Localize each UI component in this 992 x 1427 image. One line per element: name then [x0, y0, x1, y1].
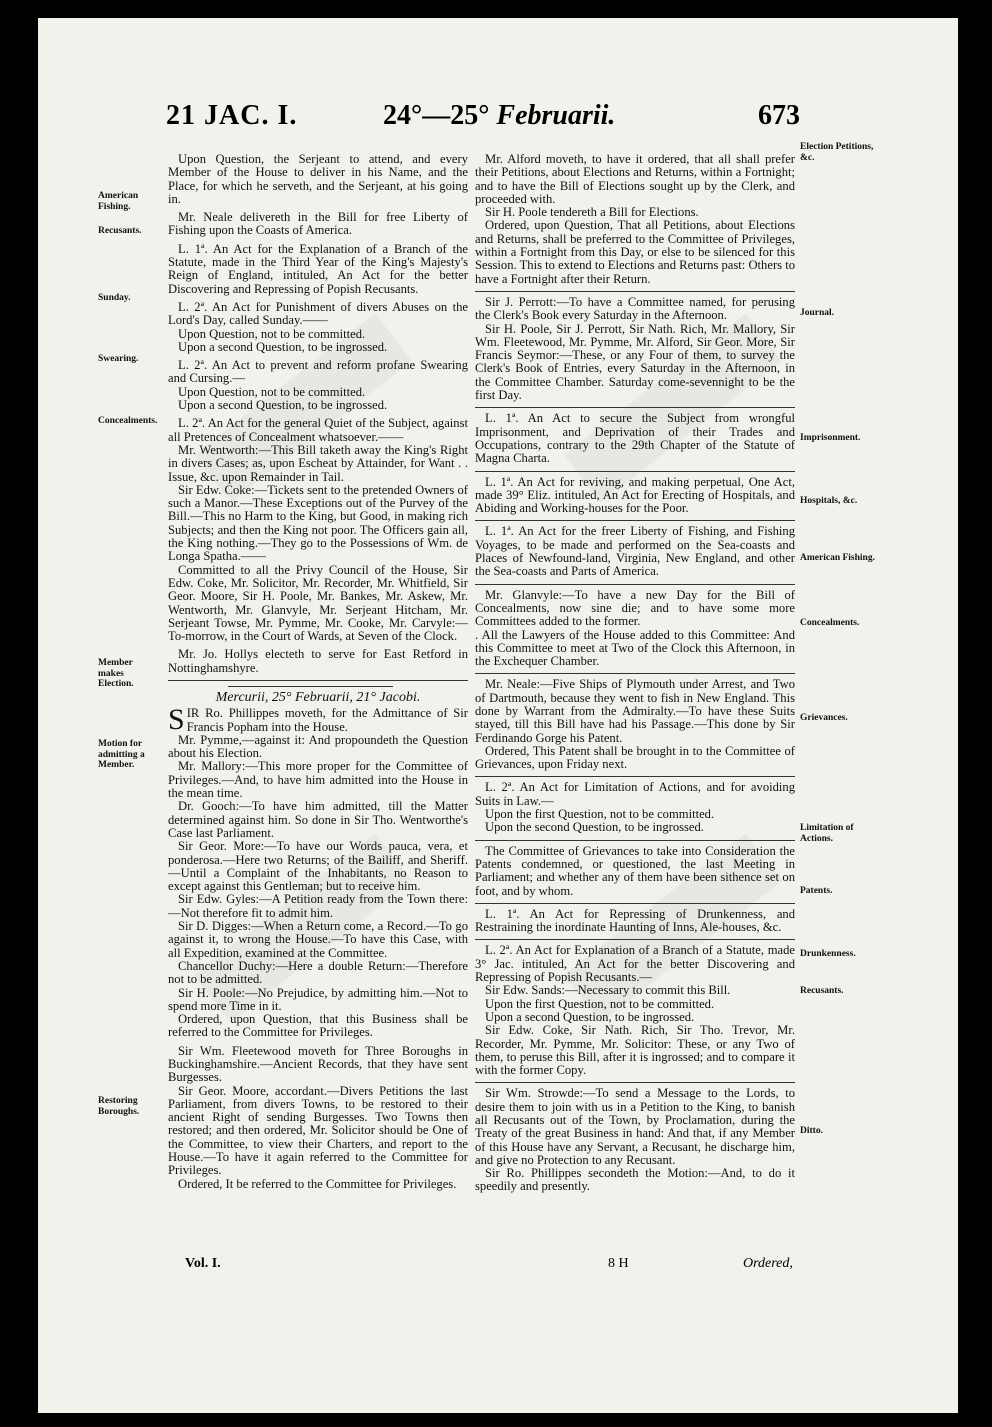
paragraph: . All the Lawyers of the House added to this Committee: And this Committee to meet at Two of the Clock this Afternoon, in the Exchequer Chamber. — [475, 627, 795, 669]
margin-note: Election Petitions, &c. — [800, 142, 874, 163]
paragraph: Upon a second Question, to be ingrossed. — [485, 1009, 695, 1024]
right-column — [475, 153, 795, 1194]
margin-note: Motion for admitting a Member. — [98, 739, 145, 770]
margin-note: American Fishing. — [98, 191, 139, 212]
divider — [475, 407, 795, 408]
page-footer — [38, 1256, 958, 1276]
divider — [168, 680, 468, 681]
divider — [475, 939, 795, 940]
paragraph: Sir Geor. More:—To have our Words pauca, vera, et ponderosa.—Here two Returns; of the Bailiff, and Sheriff.—Until a Complaint of the Inhabitants, no Reason to except against this Gentleman; but to receive him. — [168, 839, 468, 894]
paragraph: Sir Edw. Gyles:—A Petition ready from the Town there:—Not therefore fit to admit him. — [168, 892, 468, 920]
margin-note: Swearing. — [98, 354, 139, 364]
paragraph: L. 2ª. An Act for Punishment of divers Abuses on the Lord's Day, called Sunday.—— — [168, 299, 468, 328]
divider — [475, 584, 795, 585]
paragraph: Upon a second Question, to be ingrossed. — [178, 339, 388, 354]
paragraph: Sir Wm. Strowde:—To send a Message to the Lords, to desire them to join with us in a Petition to the King, to banish all Recusants out of the Town, by Proclamation, during the Treaty of the great Business in hand: And that, if any Member of this House have any Servant, a Recusant, he discharge him, and give no Protection to any Recusant. — [475, 1086, 795, 1167]
signature-mark: 8 H — [608, 1256, 629, 1271]
paragraph: Sir Edw. Coke, Sir Nath. Rich, Sir Tho. Trevor, Mr. Recorder, Mr. Pymme, Mr. Solicitor: These, or any Two of them, to peruse this Bill, after it is ingrossed; and to compare it with the former Copy. — [475, 1023, 795, 1078]
paragraph: L. 1ª. An Act to secure the Subject from wrongful Imprisonment, and Deprivation of their Trades and Occupations, contrary to the 29th Chapter of the Statute of Magna Charta. — [475, 411, 795, 466]
header-regnal-year: 21 JAC. I. — [166, 100, 298, 131]
margin-note: Restoring Boroughs. — [98, 1096, 140, 1117]
paragraph: Upon a second Question, to be ingrossed. — [178, 398, 388, 413]
margin-note: Recusants. — [98, 226, 142, 236]
paragraph: Mr. Jo. Hollys electeth to serve for East Retford in Nottinghamshyre. — [168, 647, 468, 675]
margin-note: Concealments. — [98, 416, 158, 426]
paragraph: L. 1ª. An Act for reviving, and making perpetual, One Act, made 39° Eliz. intituled, An Act for Erecting of Hospitals, and Abiding and Working-houses for the Poor. — [475, 474, 795, 516]
divider — [475, 1082, 795, 1083]
drop-cap: S — [168, 703, 185, 737]
margin-note: Hospitals, &c. — [800, 496, 858, 506]
divider — [475, 673, 795, 674]
paragraph: Mr. Neale delivereth in the Bill for free Liberty of Fishing upon the Coasts of America. — [168, 210, 468, 238]
margin-note: Sunday. — [98, 293, 131, 303]
divider — [475, 903, 795, 904]
paragraph: Mr. Pymme,—against it: And propoundeth the Question about his Election. — [168, 732, 468, 761]
catchword: Ordered, — [743, 1256, 793, 1271]
margin-note: Ditto. — [800, 1126, 823, 1136]
paragraph: Mr. Wentworth:—This Bill taketh away the King's Right in divers Cases; as, upon Escheat by Attainder, for Want . . Issue, &c. upon Remainder in Tail. — [168, 442, 468, 484]
paragraph: Sir H. Poole, Sir J. Perrott, Sir Nath. Rich, Mr. Mallory, Sir Wm. Fleetewood, Mr. Pymme, Mr. Alford, Sir Geor. More, Sir Francis Seymor:—These, or any Four of them, to survey the Clerk's Book of Entries, every Saturday in the Afternoon, in the Committee Chamber. Saturday come-sevennight to be the first Day. — [475, 321, 795, 403]
divider — [475, 291, 795, 292]
margin-note: Imprisonment. — [800, 433, 861, 443]
margin-note: Concealments. — [800, 618, 860, 628]
paragraph: Upon Question, the Serjeant to attend, and every Member of the House to deliver in his Name, and the Place, for which he serveth, and the Serjeant, at his going in. — [168, 152, 468, 206]
paragraph: Chancellor Duchy:—Here a double Return:—Therefore not to be admitted. — [168, 958, 468, 987]
paragraph: Sir H. Poole:—No Prejudice, by admitting him.—Not to spend more Time in it. — [168, 985, 468, 1013]
paragraph: Mr. Alford moveth, to have it ordered, that all shall prefer their Petitions, about Elections and Returns, within a Fortnight; and to have the Bill of Elections sought up by the Clerk, and proceeded with. — [475, 152, 795, 206]
paragraph: Ordered, upon Question, That all Petitions, about Elections and Returns, shall be preferred to the Committee of Privileges, within a Fortnight from this Day, or else to be silenced for this Session. This to extend to Elections and Returns past: Others to have a Fortnight after their Return. — [475, 218, 795, 286]
margin-note: Limitation of Actions. — [800, 823, 854, 844]
left-column — [168, 153, 468, 1191]
paragraph: Sir Wm. Fleetewood moveth for Three Boroughs in Buckinghamshire.—Ancient Records, that they have sent Burgesses. — [168, 1043, 468, 1085]
margin-note: Drunkenness. — [800, 949, 856, 959]
margin-note: American Fishing. — [800, 553, 875, 563]
paragraph: Sir Geor. Moore, accordant.—Divers Petitions the last Parliament, from divers Towns, to be restored to their ancient Right of sending Burgesses. Two Towns then restored; and then ordered, Mr. Solicitor should be One of the Committee, to view their Charters, and report to the House.—To have it again referred to the Committee for Privileges. — [168, 1083, 468, 1178]
paragraph: L. 1ª. An Act for Repressing of Drunkenness, and Restraining the inordinate Haunting of Inns, Ale-houses, &c. — [475, 906, 795, 935]
paragraph: Ordered, upon Question, that this Business shall be referred to the Committee for Privileges. — [168, 1012, 468, 1040]
paragraph: L. 1ª. An Act for the Explanation of a Branch of the Statute, made in the Third Year of the King's Majesty's Reign of England, intituled, An Act for the better Discovering and Repressing of Popish Recusants. — [168, 241, 468, 296]
paragraph: Upon the first Question, not to be committed. — [485, 807, 715, 822]
document-page — [38, 18, 958, 1413]
paragraph: Upon the second Question, to be ingrossed. — [485, 820, 704, 835]
margin-note: Recusants. — [800, 986, 844, 996]
paragraph: Committed to all the Privy Council of the House, Sir Edw. Coke, Mr. Solicitor, Mr. Recorder, Mr. Whitfield, Sir Geor. Moore, Sir H. Poole, Mr. Bankes, Mr. Askew, Mr. Wentworth, Mr. Glanvyle, Mr. Serjeant Hitcham, Mr. Serjeant Towse, Mr. Pymme, Mr. Cooke, Mr. Carvyle:—To-morrow, in the Court of Wards, at Seven of the Clock. — [168, 562, 468, 644]
paragraph: Sir J. Perrott:—To have a Committee named, for perusing the Clerk's Book every Saturday in the Afternoon. — [475, 294, 795, 323]
divider — [475, 471, 795, 472]
paragraph: Sir Ro. Phillippes secondeth the Motion:—And, to do it speedily and presently. — [475, 1166, 795, 1194]
paragraph: Sir H. Poole tendereth a Bill for Elections. — [485, 205, 699, 220]
paragraph: Sir D. Digges:—When a Return come, a Record.—To go against it, to wrong the House.—To have this Case, with all Expedition, examined at the Committee. — [168, 919, 468, 960]
paragraph: Sir Edw. Coke:—Tickets sent to the pretended Owners of such a Manor.—These Exceptions out of the Purvey of the Bill.—This no Harm to the King, but Good, in making rich Subjects; and then the King not poor. The Officers gain all, the King nothing.—They go to the Possessions of Wm. de Longa Spatha.—— — [168, 482, 468, 564]
paragraph: Sir Edw. Sands:—Necessary to commit this Bill. — [485, 983, 731, 998]
divider — [228, 686, 393, 687]
paragraph: Upon Question, not to be committed. — [178, 326, 366, 341]
divider — [475, 840, 795, 841]
paragraph: Dr. Gooch:—To have him admitted, till the Matter determined against him. So done in Sir Tho. Wentworthe's Case last Parliament. — [168, 799, 468, 840]
paragraph: L. 1ª. An Act for the freer Liberty of Fishing, and Fishing Voyages, to be made and performed on the Sea-coasts and Places of Newfound-land, Virginia, New England, and other the Sea-coasts and Parts of America. — [475, 524, 795, 579]
margin-note: Journal. — [800, 308, 835, 318]
paragraph: Mr. Mallory:—This more proper for the Committee of Privileges.—And, to have him admitted into the House in the mean time. — [168, 759, 468, 801]
page-number: 673 — [758, 100, 800, 131]
paragraph: L. 2ª. An Act for Limitation of Actions, and for avoiding Suits in Law.— — [475, 780, 795, 808]
paragraph: Ordered, It be referred to the Committee for Privileges. — [178, 1176, 457, 1191]
paragraph: The Committee of Grievances to take into Consideration the Patents condemned, or questioned, the last Meeting in Parliament; and whether any of them have been sithence set on foot, and by whom. — [475, 843, 795, 898]
divider — [475, 520, 795, 521]
paragraph: Ordered, This Patent shall be brought in to the Committee of Grievances, upon Friday next. — [475, 743, 795, 772]
paragraph: Upon the first Question, not to be committed. — [485, 996, 715, 1011]
volume-label: Vol. I. — [185, 1256, 221, 1271]
paragraph: Mr. Glanvyle:—To have a new Day for the Bill of Concealments, now sine die; and to have some more Committees added to the former. — [475, 587, 795, 629]
paragraph: SIR Ro. Phillippes moveth, for the Admittance of Sir Francis Popham into the House. — [168, 703, 468, 737]
paragraph: Mr. Neale:—Five Ships of Plymouth under Arrest, and Two of Dartmouth, because they went to fish in New England. This done by Warrant from the Admiralty.—To have these Suits stayed, till this Bill have had his Passage.—This done by Sir Ferdinando Gorge his Patent. — [475, 677, 795, 745]
paragraph: L. 2ª. An Act for Explanation of a Branch of a Statute, made 3° Jac. intituled, An Act for the better Discovering and Repressing of Popish Recusants.— — [475, 943, 795, 985]
divider — [475, 776, 795, 777]
paragraph: L. 2ª. An Act for the general Quiet of the Subject, against all Pretences of Concealment whatsoever.—— — [168, 416, 468, 444]
margin-note: Patents. — [800, 886, 833, 896]
header-date: 24°—25° Februarii. — [383, 100, 616, 131]
day-heading: Mercurii, 25° Februarii, 21° Jacobi. — [215, 689, 421, 705]
paragraph: Upon Question, not to be committed. — [178, 384, 366, 399]
margin-note: Member makes Election. — [98, 658, 134, 689]
paragraph: L. 2ª. An Act to prevent and reform profane Swearing and Cursing.— — [168, 358, 468, 386]
margin-note: Grievances. — [800, 713, 848, 723]
